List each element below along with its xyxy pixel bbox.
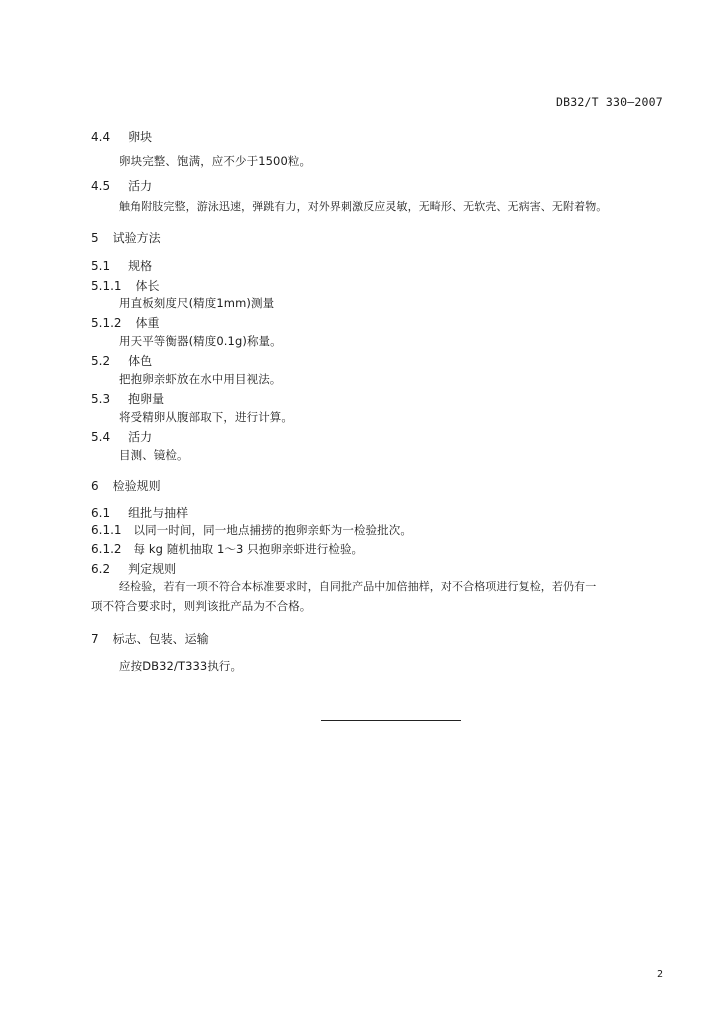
section-title: 体重	[135, 316, 160, 330]
section-5-4-heading	[91, 428, 152, 445]
section-6-1-heading	[91, 504, 188, 521]
section-5-1-2-body: 用天平等衡器(精度0.1g)称量。	[119, 334, 282, 348]
section-number: 5.4	[91, 430, 111, 444]
section-number: 4.4	[91, 130, 111, 144]
section-number: 4.5	[91, 179, 111, 193]
section-title: 判定规则	[128, 562, 177, 576]
section-4-5-heading	[91, 177, 152, 194]
section-5-1-1-heading	[91, 277, 160, 294]
section-5-1-1-body: 用直板刻度尺(精度1mm)测量	[119, 296, 275, 310]
section-number: 6.1.2	[91, 542, 122, 556]
section-title: 活力	[128, 430, 153, 444]
section-body: 每 kg 随机抽取 1～3 只抱卵亲虾进行检验。	[133, 542, 364, 556]
section-number: 5.1.2	[91, 316, 122, 330]
section-6-2-heading	[91, 560, 176, 577]
section-title: 活力	[128, 179, 153, 193]
section-title: 卵块	[128, 130, 153, 144]
section-title: 标志、包装、运输	[112, 632, 209, 646]
section-5-1-2-heading	[91, 314, 160, 331]
section-number: 5.1.1	[91, 279, 122, 293]
section-number: 5.2	[91, 354, 111, 368]
section-6-1-2	[91, 541, 363, 557]
section-5-4-body: 目测、镜检。	[119, 448, 189, 462]
section-number: 6	[91, 479, 99, 493]
section-number: 5.3	[91, 392, 111, 406]
section-5-2-heading	[91, 352, 152, 369]
section-6-1-1	[91, 522, 412, 538]
section-6-2-body-line-2: 项不符合要求时，则判该批产品为不合格。	[91, 599, 312, 613]
section-5-3-body: 将受精卵从腹部取下，进行计算。	[119, 410, 293, 424]
page-number: 2	[657, 969, 664, 980]
section-5-3-heading	[91, 390, 164, 407]
section-number: 5.1	[91, 259, 111, 273]
section-7-heading	[91, 630, 209, 647]
section-5-2-body: 把抱卵亲虾放在水中用目视法。	[119, 372, 282, 386]
section-7-body: 应按DB32/T333执行。	[119, 659, 243, 673]
section-number: 7	[91, 632, 99, 646]
section-6-2-body-line-1: 经检验，若有一项不符合本标准要求时，自同批产品中加倍抽样，对不合格项进行复检，若仍有一	[119, 580, 597, 593]
section-title: 组批与抽样	[128, 506, 189, 520]
document-code: DB32/T 330—2007	[556, 95, 663, 109]
section-number: 6.1.1	[91, 523, 122, 537]
section-title: 抱卵量	[128, 392, 165, 406]
section-number: 6.2	[91, 562, 111, 576]
section-title: 试验方法	[112, 231, 161, 245]
section-title: 体色	[128, 354, 153, 368]
section-title: 检验规则	[112, 479, 161, 493]
section-5-heading	[91, 229, 161, 246]
section-4-5-body: 触角附肢完整，游泳迅速，弹跳有力，对外界刺激反应灵敏，无畸形、无软壳、无病害、无附着物。	[119, 200, 608, 213]
section-4-4-body: 卵块完整、饱满，应不少于1500粒。	[119, 154, 312, 168]
section-number: 5	[91, 231, 99, 245]
end-of-standard-rule	[321, 720, 461, 721]
section-body: 以同一时间，同一地点捕捞的抱卵亲虾为一检验批次。	[133, 523, 412, 537]
section-title: 体长	[135, 279, 160, 293]
section-number: 6.1	[91, 506, 111, 520]
section-4-4-heading	[91, 128, 152, 145]
section-title: 规格	[128, 259, 153, 273]
section-6-heading	[91, 477, 161, 494]
section-5-1-heading	[91, 257, 152, 274]
